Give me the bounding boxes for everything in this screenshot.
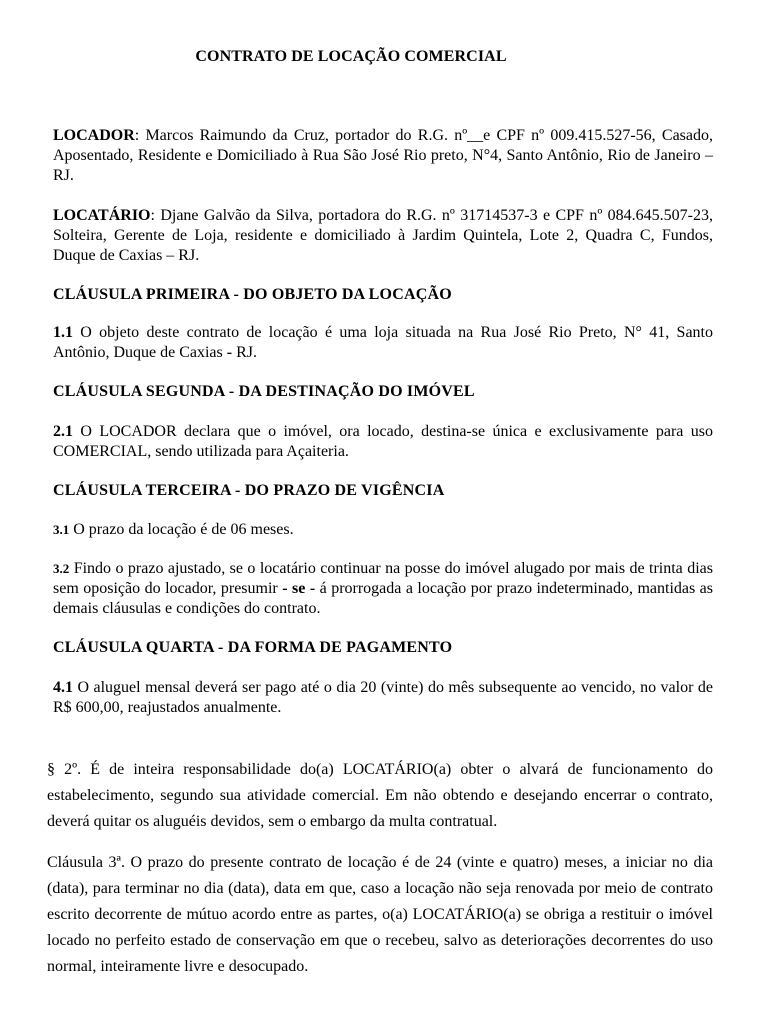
clause-3-item-2 [53, 559, 713, 619]
item-number: 2.1 [53, 423, 73, 440]
clause-4-item-1 [53, 678, 713, 718]
item-text: O LOCADOR declara que o imóvel, ora locado, destina-se única e exclusivamente para uso COMERCIAL, sendo utilizada para Açaiteria. [53, 423, 713, 460]
item-number: 4.1 [53, 679, 73, 696]
document-title: CONTRATO DE LOCAÇÃO COMERCIAL [195, 48, 507, 65]
locatario-text: : Djane Galvão da Silva, portadora do R.G. nº 31714537-3 e CPF nº 084.645.507-23, Solteira, Gerente de Loja, residente e domiciliado à Jardim Quintela, Lote 2, Quadra C, Fundos, Duque de Caxias – RJ. [53, 207, 713, 264]
clause-1-item-1 [53, 323, 713, 363]
locatario-label: LOCATÁRIO [53, 207, 151, 224]
clause-3-heading: CLÁUSULA TERCEIRA - DO PRAZO DE VIGÊNCIA [53, 482, 445, 499]
locatario-paragraph [53, 206, 713, 266]
item-number: 3.2 [53, 561, 70, 576]
item-tail: á prorrogada a locação por prazo indeterminado, mantidas as demais cláusulas e condições do contrato. [53, 580, 714, 617]
locador-label: LOCADOR [53, 127, 135, 144]
clause-2-heading: CLÁUSULA SEGUNDA - DA DESTINAÇÃO DO IMÓVEL [53, 383, 475, 400]
clause-2-item-1 [53, 422, 713, 462]
locador-text: : Marcos Raimundo da Cruz, portador do R.G. nº__e CPF nº 009.415.527-56, Casado, Aposentado, Residente e Domiciliado à Rua São José Rio preto, N°4, Santo Antônio, Rio de Janeiro – RJ. [53, 127, 713, 184]
item-text: O aluguel mensal deverá ser pago até o dia 20 (vinte) do mês subsequente ao vencido, no valor de R$ 600,00, reajustados anualmente. [53, 679, 713, 716]
item-number: 3.1 [53, 522, 70, 537]
item-dash: - se - [282, 580, 316, 597]
clause-3-item-1 [53, 520, 713, 540]
item-tail: RJ. [232, 344, 257, 361]
item-number: 1.1 [53, 324, 73, 341]
item-text: Findo o prazo ajustado, se o locatário continuar na posse do imóvel alugado por mais de trinta dias sem oposição do locador, presumir [53, 560, 713, 597]
paragraph-clause-3a: Cláusula 3ª. O prazo do presente contrato de locação é de 24 (vinte e quatro) meses, a iniciar no dia (data), para terminar no dia (data), data em que, caso a locação não seja renovada por meio de contrato escrito decorrente de mútuo acordo entre as partes, o(a) LOCATÁRIO(a) se obriga a restituir o imóvel locado no perfeito estado de conservação em que o recebeu, salvo as deteriorações decorrentes do uso normal, inteiramente livre e desocupado. [47, 854, 713, 975]
paragraph-2: § 2º. É de inteira responsabilidade do(a) LOCATÁRIO(a) obter o alvará de funcionamento do estabelecimento, segundo sua atividade comercial. Em não obtendo e desejando encerrar o contrato, deverá quitar os aluguéis devidos, sem o embargo da multa contratual. [47, 761, 713, 830]
item-text: O objeto deste contrato de locação é uma loja situada na Rua José Rio Preto, N° 41, Santo Antônio, Duque de Caxias [53, 324, 713, 361]
item-dash: - [226, 344, 233, 361]
clause-4-heading: CLÁUSULA QUARTA - DA FORMA DE PAGAMENTO [53, 639, 453, 656]
item-text: O prazo da locação é de 06 meses. [69, 521, 294, 538]
clause-1-heading: CLÁUSULA PRIMEIRA - DO OBJETO DA LOCAÇÃO [53, 286, 452, 303]
locador-paragraph [53, 126, 713, 186]
